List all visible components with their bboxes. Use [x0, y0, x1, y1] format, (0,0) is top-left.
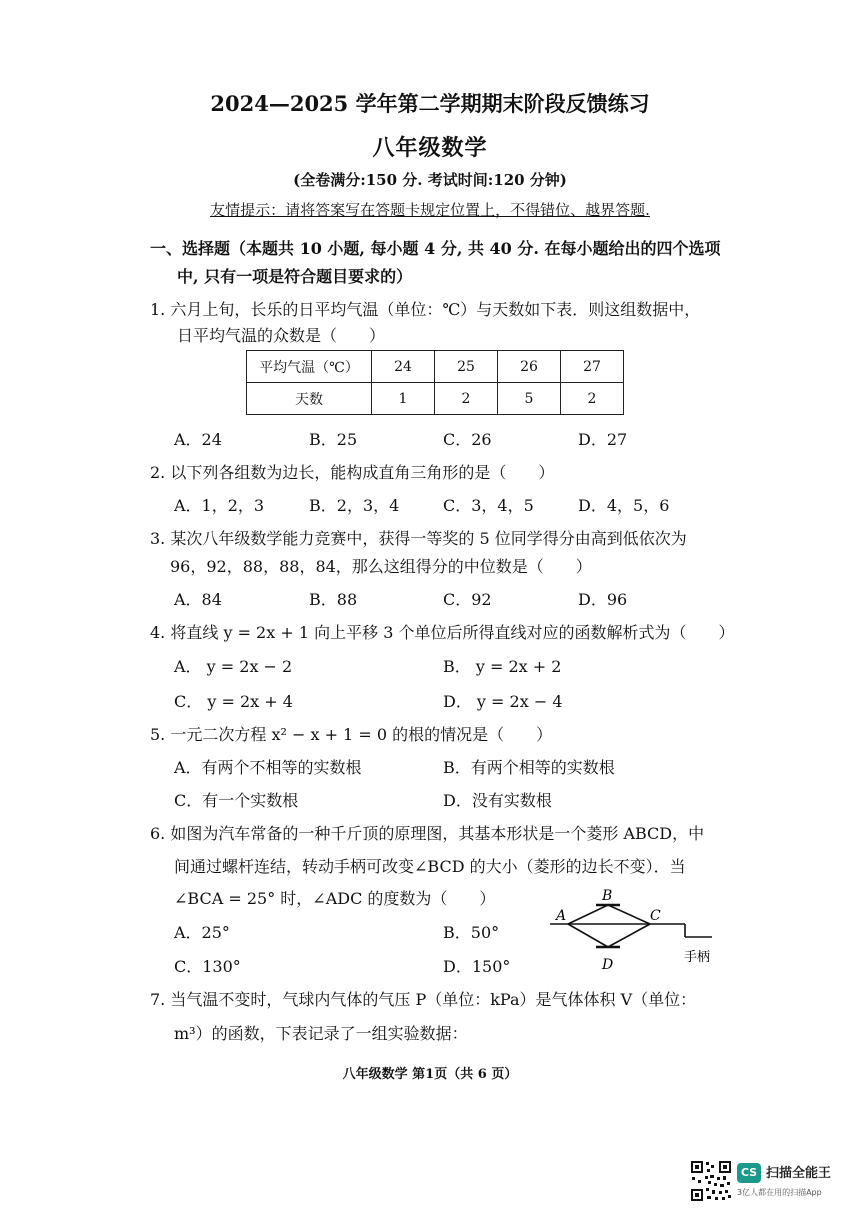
q1-text-line1: 1. 六月上旬，长乐的日平均气温（单位：℃）与天数如下表．则这组数据中， — [150, 300, 701, 319]
table-row — [247, 383, 624, 415]
q2-option-a: A．1，2，3 — [174, 496, 265, 515]
q6-text-line3: ∠BCA = 25° 时，∠ADC 的度数为（ ） — [174, 889, 496, 908]
table-header-cell: 天数 — [247, 383, 372, 415]
table-cell: 2 — [561, 383, 624, 415]
scanner-tagline: 3亿人都在用的扫描App — [737, 1188, 822, 1197]
label-c: C — [650, 908, 661, 924]
q3-text-line1: 3. 某次八年级数学能力竞赛中，获得一等奖的 5 位同学得分由高到低依次为 — [150, 529, 687, 548]
q4-option-c: C． y = 2x + 4 — [174, 692, 293, 711]
q5-option-b: B．有两个相等的实数根 — [443, 758, 615, 777]
table-cell: 2 — [435, 383, 498, 415]
qr-code-icon — [690, 1160, 732, 1202]
label-handle: 手柄 — [684, 950, 711, 965]
side-ab — [568, 905, 608, 924]
friendly-tip: 友情提示：请将答案写在答题卡规定位置上，不得错位、越界答题. — [210, 201, 650, 219]
q6-option-a: A．25° — [174, 923, 230, 942]
label-b: B — [602, 888, 613, 904]
section-heading-line1: 一、选择题（本题共 10 小题, 每小题 4 分, 共 40 分. 在每小题给出的四个选项 — [150, 239, 721, 258]
label-d: D — [602, 957, 614, 973]
q3-text-line2: 96，92，88，88，84，那么这组得分的中位数是（ ） — [170, 557, 592, 576]
q5-option-c: C．有一个实数根 — [174, 791, 299, 810]
page-footer: 八年级数学 第1页（共 6 页） — [342, 1067, 518, 1082]
q2-text: 2. 以下列各组数为边长，能构成直角三角形的是（ ） — [150, 463, 555, 482]
side-bc — [608, 905, 650, 924]
q6-text-line1: 6. 如图为汽车常备的一种千斤顶的原理图，其基本形状是一个菱形 ABCD，中 — [150, 824, 705, 843]
jack-rhombus-diagram — [540, 885, 730, 975]
q4-option-b: B． y = 2x + 2 — [443, 657, 562, 676]
table-cell: 25 — [435, 351, 498, 383]
scanner-logo-icon: CS — [737, 1163, 761, 1183]
subject-title: 八年级数学 — [372, 135, 488, 161]
q1-option-b: B．25 — [309, 430, 358, 449]
q2-option-d: D．4，5，6 — [578, 496, 670, 515]
q6-option-d: D．150° — [443, 957, 511, 976]
exam-info: (全卷满分:150 分. 考试时间:120 分钟) — [293, 171, 567, 189]
label-a: A — [556, 908, 567, 924]
q1-option-c: C．26 — [443, 430, 492, 449]
table-cell: 5 — [498, 383, 561, 415]
q4-option-a: A． y = 2x − 2 — [174, 657, 293, 676]
exam-title: 2024—2025 学年第二学期期末阶段反馈练习 — [210, 91, 650, 116]
scanner-app-name: 扫描全能王 — [766, 1166, 832, 1181]
q5-option-d: D．没有实数根 — [443, 791, 552, 810]
q4-text: 4. 将直线 y = 2x + 1 向上平移 3 个单位后所得直线对应的函数解析式为（ ） — [150, 623, 735, 642]
q3-option-a: A．84 — [174, 590, 222, 609]
section-heading-line2: 中, 只有一项是符合题目要求的） — [177, 267, 413, 286]
q7-text-line2: m³）的函数，下表记录了一组实验数据： — [174, 1024, 468, 1043]
side-cd — [608, 924, 650, 947]
q2-option-c: C．3，4，5 — [443, 496, 534, 515]
table-header-cell: 平均气温（℃） — [247, 351, 372, 383]
q2-option-b: B．2，3，4 — [309, 496, 400, 515]
q5-text: 5. 一元二次方程 x² − x + 1 = 0 的根的情况是（ ） — [150, 725, 553, 744]
q3-option-d: D．96 — [578, 590, 628, 609]
q6-text-line2: 间通过螺杆连结，转动手柄可改变∠BCD 的大小（菱形的边长不变）．当 — [174, 857, 686, 876]
q6-option-c: C．130° — [174, 957, 241, 976]
side-da — [568, 924, 608, 947]
q3-option-c: C．92 — [443, 590, 492, 609]
table-cell: 26 — [498, 351, 561, 383]
q1-text-line2: 日平均气温的众数是（ ） — [177, 326, 386, 345]
table-cell: 24 — [372, 351, 435, 383]
q1-option-d: D．27 — [578, 430, 628, 449]
q7-text-line1: 7. 当气温不变时，气球内气体的气压 P（单位：kPa）是气体体积 V（单位： — [150, 990, 697, 1009]
table-row — [247, 351, 624, 383]
q6-option-b: B．50° — [443, 923, 500, 942]
q3-option-b: B．88 — [309, 590, 358, 609]
q1-option-a: A．24 — [174, 430, 222, 449]
q4-option-d: D． y = 2x − 4 — [443, 692, 563, 711]
table-cell: 1 — [372, 383, 435, 415]
q1-temperature-table — [246, 350, 624, 415]
q5-option-a: A．有两个不相等的实数根 — [174, 758, 362, 777]
table-cell: 27 — [561, 351, 624, 383]
